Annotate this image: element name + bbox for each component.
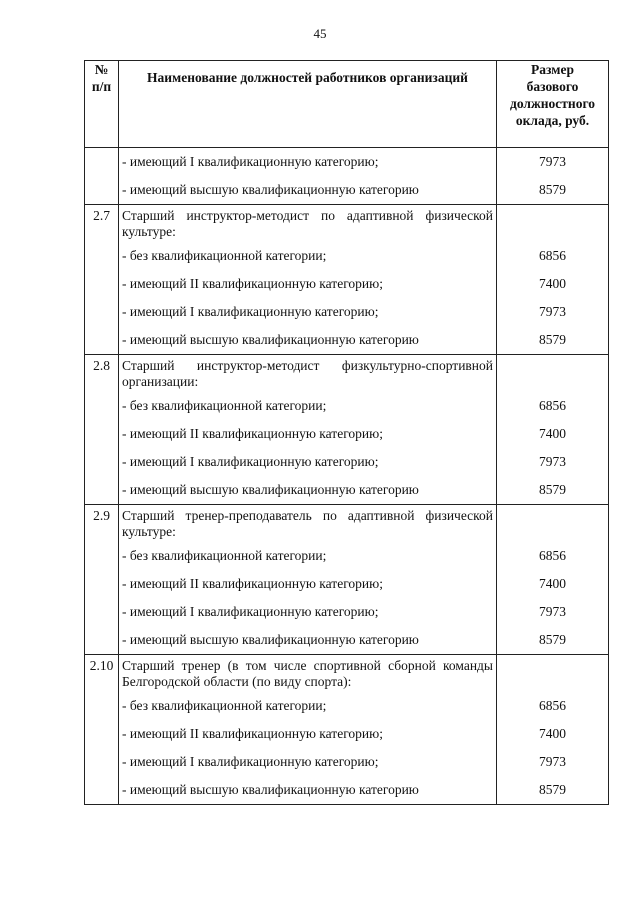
item-label: - без квалификационной категории; — [122, 548, 327, 563]
group-2-8 — [85, 355, 609, 505]
item-label: - без квалификационной категории; — [122, 398, 327, 413]
item-label: - без квалификационной категории; — [122, 248, 327, 263]
group-title: Старший инструктор-методист по адаптивной физической культуре: — [122, 208, 493, 239]
item-salary: 7973 — [539, 154, 566, 169]
group-2-7 — [85, 205, 609, 355]
header-num — [85, 61, 119, 148]
group-salary-cell — [497, 148, 609, 205]
item-salary: 7973 — [539, 754, 566, 769]
header-salary-line3: должностного — [510, 96, 595, 111]
item-label: - имеющий II квалификационную категорию; — [122, 276, 383, 291]
header-num-line2: п/п — [91, 79, 112, 94]
item-salary: 7973 — [539, 454, 566, 469]
group-num-cell — [85, 148, 119, 205]
group-items-cell — [119, 355, 497, 505]
group-title: Старший тренер-преподаватель по адаптивной физической культуре: — [122, 508, 493, 539]
item-label: - имеющий I квалификационную категорию; — [122, 604, 379, 619]
continuation-group — [85, 148, 609, 205]
item-salary: 6856 — [539, 248, 566, 263]
header-num-line1: № — [94, 62, 109, 77]
item-salary: 7400 — [539, 576, 566, 591]
item-salary: 8579 — [539, 332, 566, 347]
group-num: 2.10 — [85, 655, 119, 805]
item-salary: 7400 — [539, 426, 566, 441]
item-label: - имеющий высшую квалификационную категорию — [122, 782, 419, 797]
group-num: 2.7 — [85, 205, 119, 355]
item-label: - имеющий II квалификационную категорию; — [122, 426, 383, 441]
item-label: - имеющий II квалификационную категорию; — [122, 726, 383, 741]
item-salary: 8579 — [539, 782, 566, 797]
item-salary: 6856 — [539, 698, 566, 713]
header-salary — [497, 61, 609, 148]
group-num: 2.8 — [85, 355, 119, 505]
group-salary-cell — [497, 205, 609, 355]
item-label: - имеющий I квалификационную категорию; — [122, 154, 379, 169]
item-salary: 7400 — [539, 276, 566, 291]
header-salary-line2: базового — [526, 79, 579, 94]
group-title: Старший инструктор-методист физкультурно-спортивной организации: — [122, 358, 493, 389]
group-items-cell — [119, 505, 497, 655]
salary-table — [84, 60, 609, 805]
group-items-cell — [119, 205, 497, 355]
item-salary: 8579 — [539, 632, 566, 647]
item-label: - имеющий высшую квалификационную категорию — [122, 482, 419, 497]
item-label: - имеющий I квалификационную категорию; — [122, 304, 379, 319]
item-label: - имеющий II квалификационную категорию; — [122, 576, 383, 591]
item-label: - имеющий высшую квалификационную категорию — [122, 332, 419, 347]
group-items-cell — [119, 655, 497, 805]
group-items-cell — [119, 148, 497, 205]
item-salary: 7973 — [539, 604, 566, 619]
group-salary-cell — [497, 505, 609, 655]
header-salary-line4: оклада, руб. — [515, 113, 590, 128]
group-2-10 — [85, 655, 609, 805]
header-salary-line1: Размер — [531, 62, 574, 77]
item-salary: 8579 — [539, 182, 566, 197]
item-label: - имеющий I квалификационную категорию; — [122, 454, 379, 469]
page-number: 45 — [313, 26, 327, 41]
item-salary: 6856 — [539, 398, 566, 413]
table-header — [85, 61, 609, 148]
item-label: - имеющий высшую квалификационную категорию — [122, 632, 419, 647]
group-salary-cell — [497, 355, 609, 505]
item-salary: 7400 — [539, 726, 566, 741]
item-salary: 6856 — [539, 548, 566, 563]
header-name: Наименование должностей работников организаций — [119, 61, 497, 148]
item-salary: 7973 — [539, 304, 566, 319]
item-label: - имеющий I квалификационную категорию; — [122, 754, 379, 769]
item-label: - имеющий высшую квалификационную категорию — [122, 182, 419, 197]
group-2-9 — [85, 505, 609, 655]
group-num: 2.9 — [85, 505, 119, 655]
group-title: Старший тренер (в том числе спортивной сборной команды Белгородской области (по виду спорта): — [122, 658, 493, 689]
item-label: - без квалификационной категории; — [122, 698, 327, 713]
group-salary-cell — [497, 655, 609, 805]
item-salary: 8579 — [539, 482, 566, 497]
